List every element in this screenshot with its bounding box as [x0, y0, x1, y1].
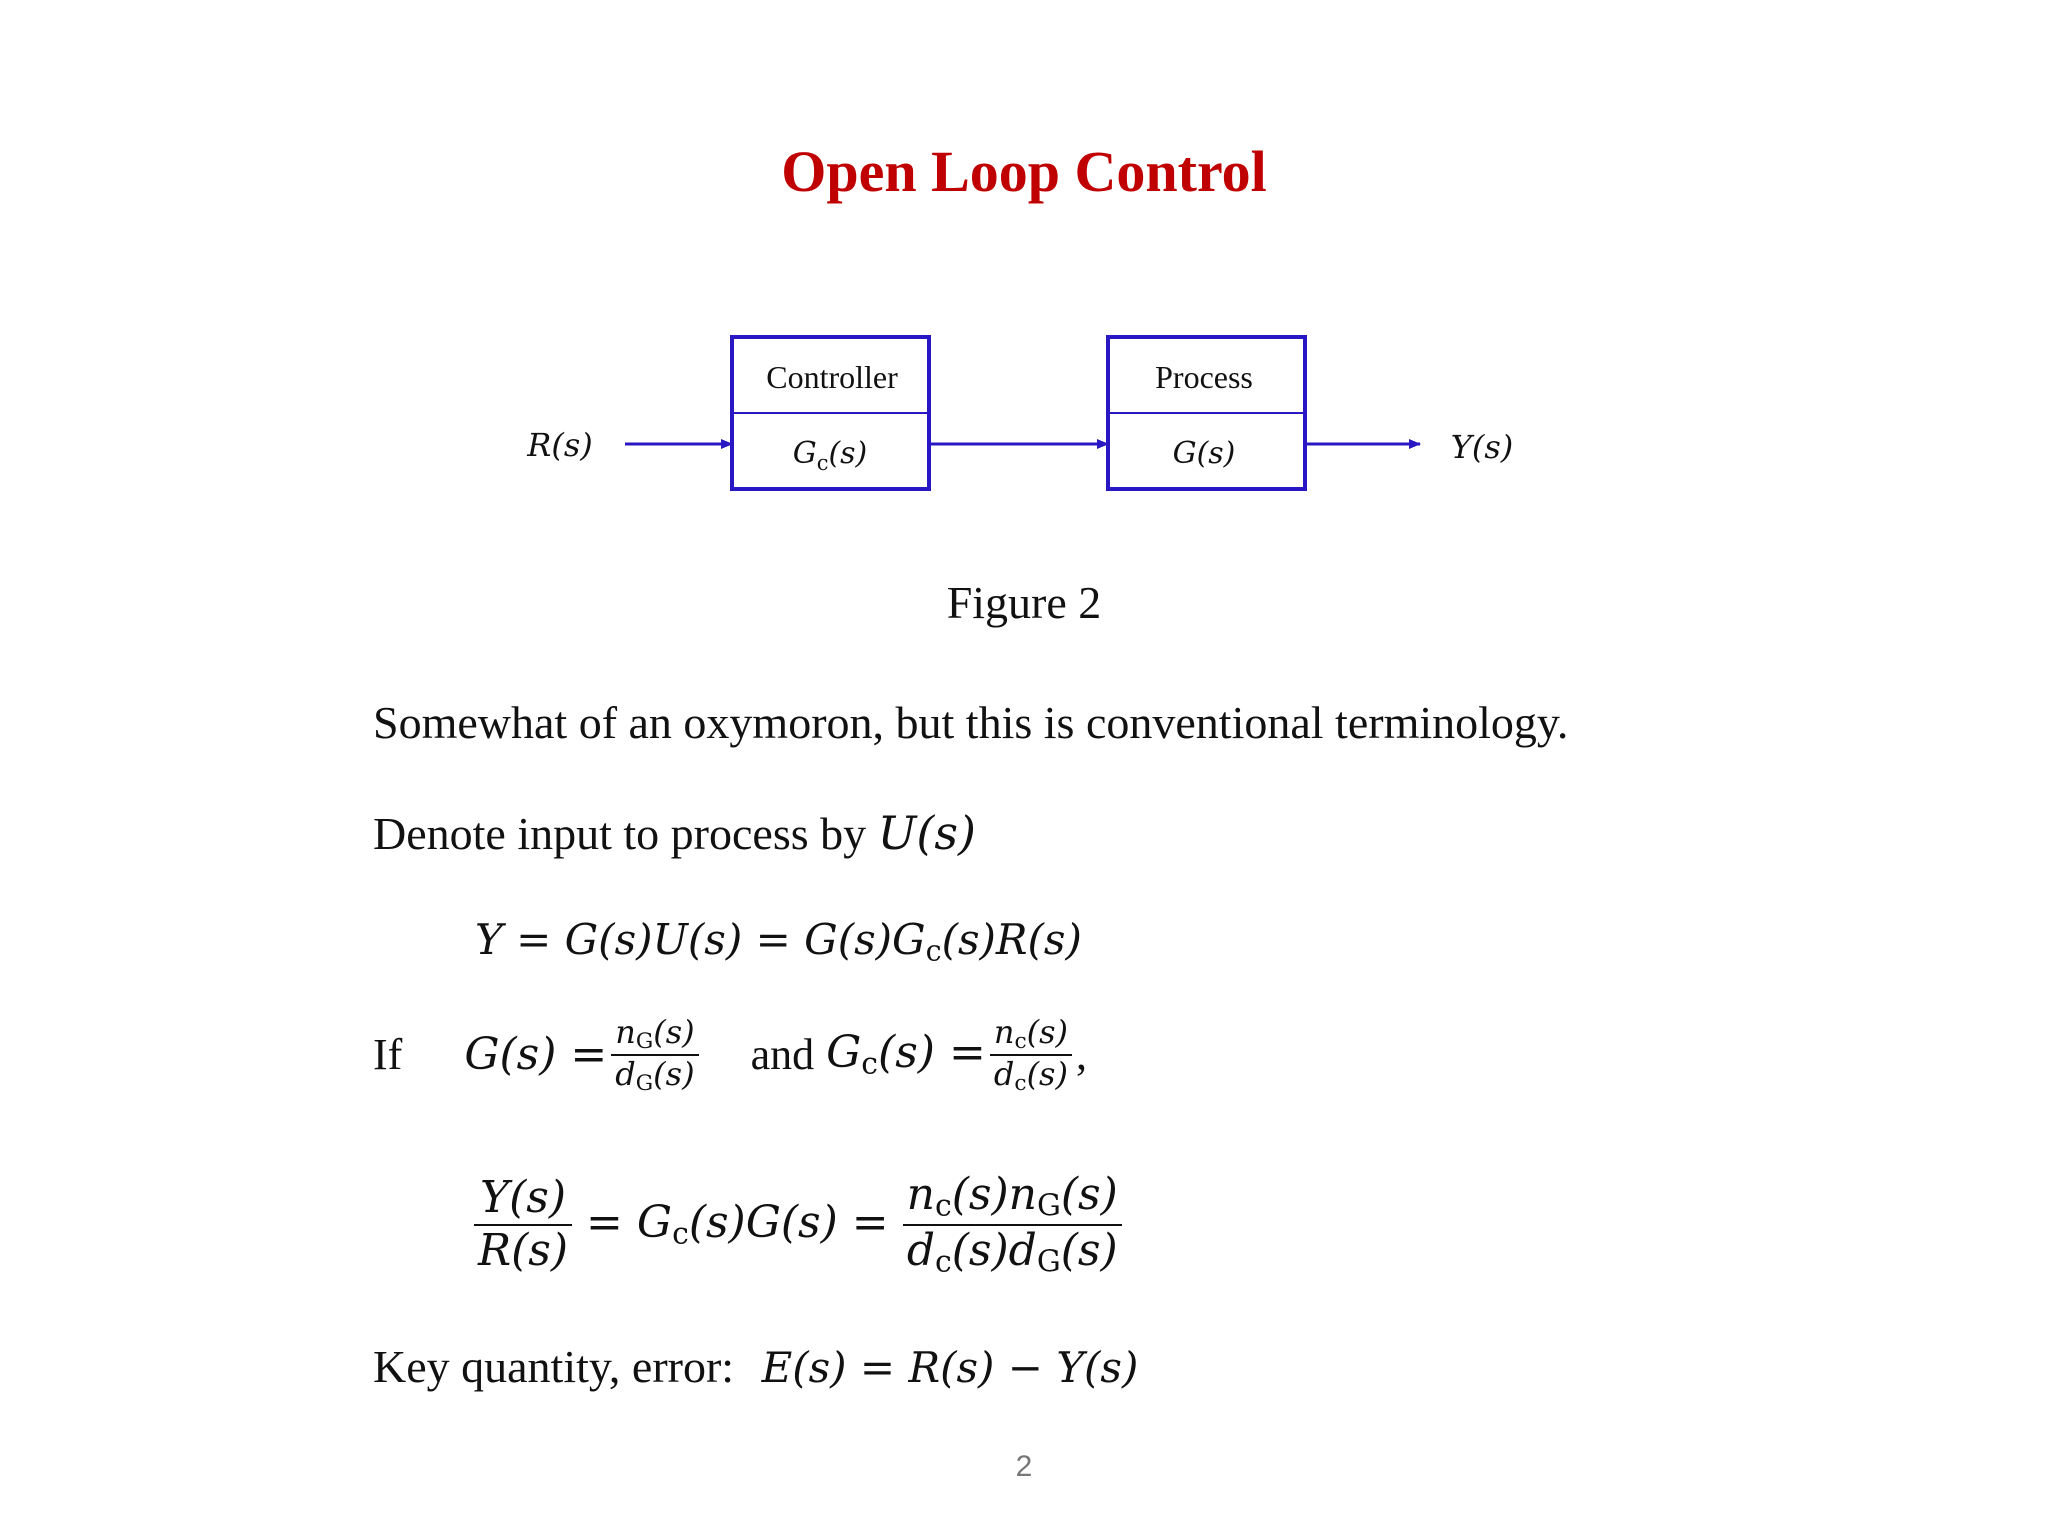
- closed-form-equation: $\frac{Y(s)}{R(s)}$ = $G_c(s)G(s)$ = $\frac{n_c(s)n_G(s)}{d_c(s)d_G(s)}$: [470, 1160, 1126, 1290]
- process-input-symbol: U(s): [877, 806, 976, 860]
- controller-block: [732, 337, 929, 489]
- slide-title: Open Loop Control: [781, 139, 1267, 204]
- if-word: If: [373, 1030, 403, 1079]
- process-transfer: G(s): [1172, 436, 1236, 471]
- input-label: R(s): [527, 426, 593, 464]
- process-name: Process: [1155, 359, 1253, 395]
- transfer-definitions: If G(s) = $\frac{n_G(s)}{d_G(s)}$ and $G_c(s)$ = $\frac{n_c(s)}{d_c(s)}$ ,: [373, 1013, 1088, 1096]
- error-label: Key quantity, error:: [373, 1341, 735, 1392]
- denote-input-text: Denote input to process by: [373, 808, 867, 859]
- ratio-fraction: $\frac{Y(s)}{R(s)}$: [474, 1173, 572, 1276]
- error-line: [373, 1341, 1139, 1392]
- page-number: 2: [1015, 1450, 1033, 1483]
- output-equation: $Y = G(s)U(s) = G(s)G_c(s)R(s)$: [475, 915, 1082, 968]
- error-equation: E(s) = R(s) − Y(s): [761, 1343, 1139, 1392]
- oxymoron-sentence: Somewhat of an oxymoron, but this is conventional terminology.: [373, 697, 1569, 748]
- figure-caption: Figure 2: [946, 577, 1102, 628]
- g-definition: G(s) =: [464, 1029, 608, 1080]
- product-fraction: $\frac{n_c(s)n_G(s)}{d_c(s)d_G(s)}$: [903, 1170, 1122, 1280]
- controller-name: Controller: [766, 359, 898, 395]
- denote-input-line: [373, 806, 976, 860]
- controller-transfer: $G_c(s)$: [792, 436, 868, 475]
- gc-fraction: $\frac{n_c(s)}{d_c(s)}$: [990, 1014, 1072, 1096]
- gc-definition: $G_c(s)$ =: [826, 1026, 986, 1082]
- block-diagram: [0, 0, 2048, 560]
- and-word: and: [750, 1030, 815, 1079]
- output-label: Y(s): [1450, 428, 1514, 466]
- process-block: [1108, 337, 1305, 489]
- g-fraction: $\frac{n_G(s)}{d_G(s)}$: [611, 1014, 698, 1096]
